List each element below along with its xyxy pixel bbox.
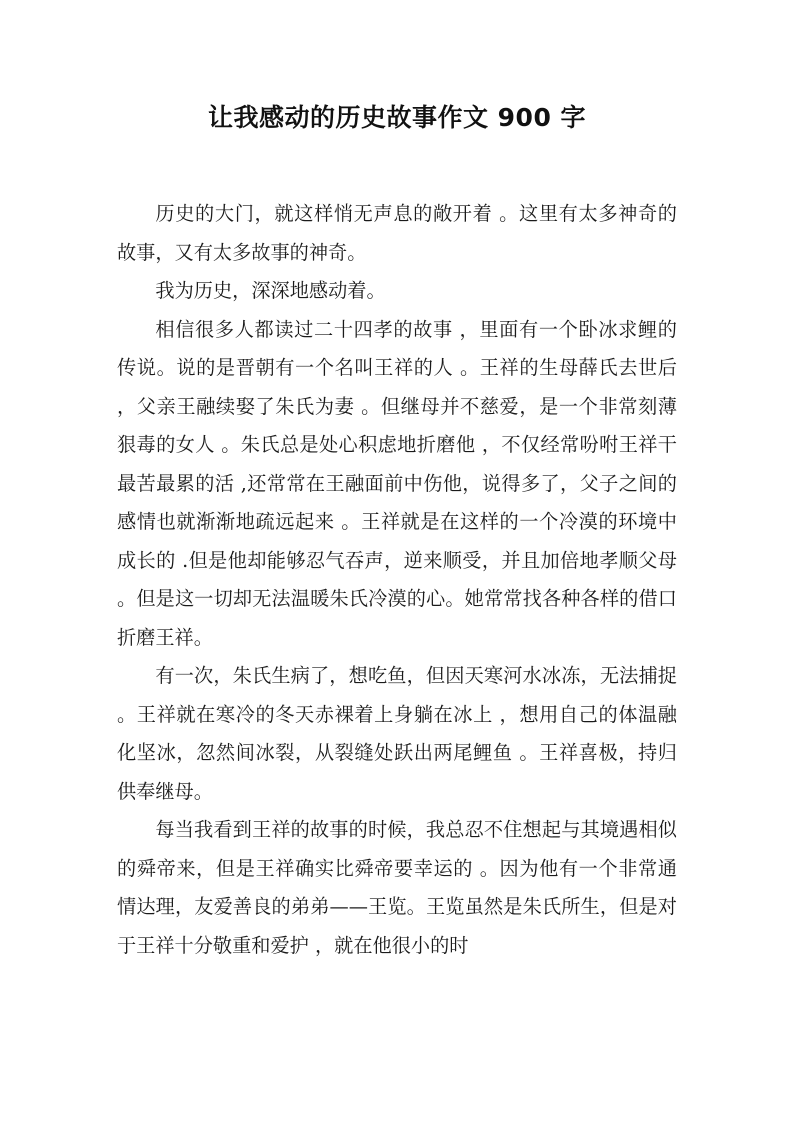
paragraph-1: 历史的大门，就这样悄无声息的敞开着 。这里有太多神奇的故事，又有太多故事的神奇。 [117, 202, 677, 264]
paragraph-4: 有一次，朱氏生病了，想吃鱼，但因天寒河水冰冻，无法捕捉。王祥就在寒冷的冬天赤裸着上身躺在冰上 ，想用自己的体温融化坚冰，忽然间冰裂，从裂缝处跃出两尾鲤鱼 。王祥喜极，持归供奉继母。 [117, 664, 677, 803]
document-body [117, 195, 677, 965]
paragraph-2: 我为历史，深深地感动着。 [155, 279, 386, 302]
document-title: 让我感动的历史故事作文 900 字 [207, 103, 587, 132]
paragraph-5: 每当我看到王祥的故事的时候，我总忍不住想起与其境遇相似的舜帝来，但是王祥确实比舜帝要幸运的 。因为他有一个非常通情达理，友爱善良的弟弟——王览。王览虽然是朱氏所生，但是对于王祥十分敬重和爱护 ，就在他很小的时 [117, 818, 677, 957]
paragraph-3: 相信很多人都读过二十四孝的故事 ，里面有一个卧冰求鲤的传说。说的是晋朝有一个名叫王祥的人 。王祥的生母薛氏去世后，父亲王融续娶了朱氏为妻 。但继母并不慈爱，是一个非常刻薄狠毒的女人 。朱氏总是处心积虑地折磨他 ，不仅经常吩咐王祥干最苦最累的活 ,还常常在王融面前中伤他，说得多了，父子之间的感情也就渐渐地疏远起来 。王祥就是在这样的一个冷漠的环境中成长的 .但是他却能够忍气吞声，逆来顺受，并且加倍地孝顺父母 。但是这一切却无法温暖朱氏冷漠的心。她常常找各种各样的借口折磨王祥。 [117, 317, 677, 649]
